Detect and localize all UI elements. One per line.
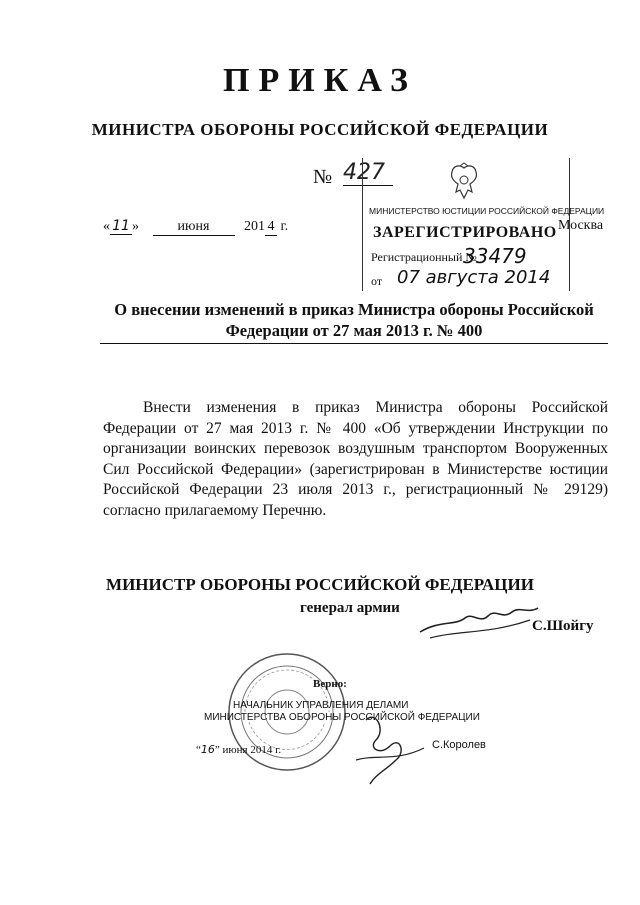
stamp-ministry: МИНИСТЕРСТВО ЮСТИЦИИ РОССИЙСКОЙ ФЕДЕРАЦИИ (369, 206, 605, 216)
signatory-name: С.Шойгу (532, 618, 594, 634)
date-quote-close: » (132, 219, 139, 234)
certifier-signature (346, 700, 436, 790)
order-body: Внести изменения в приказ Министра обороны Российской Федерации от 27 мая 2013 г. № 400 «Об утверждении Инструкции по организации воинских перевозок воздушным транспортом Вооруженных Сил Российской Федерации» (зарегистрирован в Министерстве юстиции Российской Федерации 23 июля 2013 г., регистрационный № 29129) согласно прилагаемому Перечню. (103, 399, 608, 519)
date-year-prefix: 201 (244, 219, 265, 234)
stamp-reg-label: Регистрационный № (371, 250, 477, 264)
certifier-name: С.Королев (432, 739, 486, 751)
minister-signature (410, 590, 550, 650)
certification-date-day: 16 (200, 743, 215, 756)
stamp-status: ЗАРЕГИСТРИРОВАНО (373, 224, 557, 241)
date-day: 11 (110, 218, 132, 235)
stamp-reg-number: 33479 (463, 244, 527, 268)
date-quote-open: « (103, 219, 110, 234)
date-month: июня (153, 219, 235, 236)
certification-date-open: “ (196, 744, 201, 756)
certification-position: НАЧАЛЬНИК УПРАВЛЕНИЯ ДЕЛАМИ (233, 700, 409, 711)
order-city: Москва (558, 218, 604, 233)
stamp-from-label: от (371, 274, 383, 288)
document-subtitle: МИНИСТРА ОБОРОНЫ РОССИЙСКОЙ ФЕДЕРАЦИИ (91, 120, 549, 139)
order-date (103, 218, 288, 236)
certification-ministry: МИНИСТЕРСТВА ОБОРОНЫ РОССИЙСКОЙ ФЕДЕРАЦИИ (204, 712, 480, 723)
document-heading: О внесении изменений в приказ Министра обороны Российской Федерации от 27 мая 2013 г. № 400 (114, 300, 594, 340)
order-number: 427 (343, 160, 393, 186)
certification-date-rest: ” июня 2014 г. (214, 744, 282, 756)
certification-date (196, 743, 281, 756)
signatory-title: МИНИСТР ОБОРОНЫ РОССИЙСКОЙ ФЕДЕРАЦИИ (106, 575, 534, 594)
date-year-tail: г. (277, 219, 289, 234)
signatory-rank: генерал армии (300, 600, 400, 616)
stamp-from-date: 07 августа 2014 (397, 267, 551, 288)
document-title: ПРИКАЗ (223, 62, 417, 99)
heading-divider (100, 343, 608, 344)
double-headed-eagle-icon (447, 162, 481, 202)
date-year-suffix: 4 (265, 219, 277, 236)
order-number-label: № (313, 166, 333, 188)
certification-verno: Верно: (313, 678, 347, 690)
